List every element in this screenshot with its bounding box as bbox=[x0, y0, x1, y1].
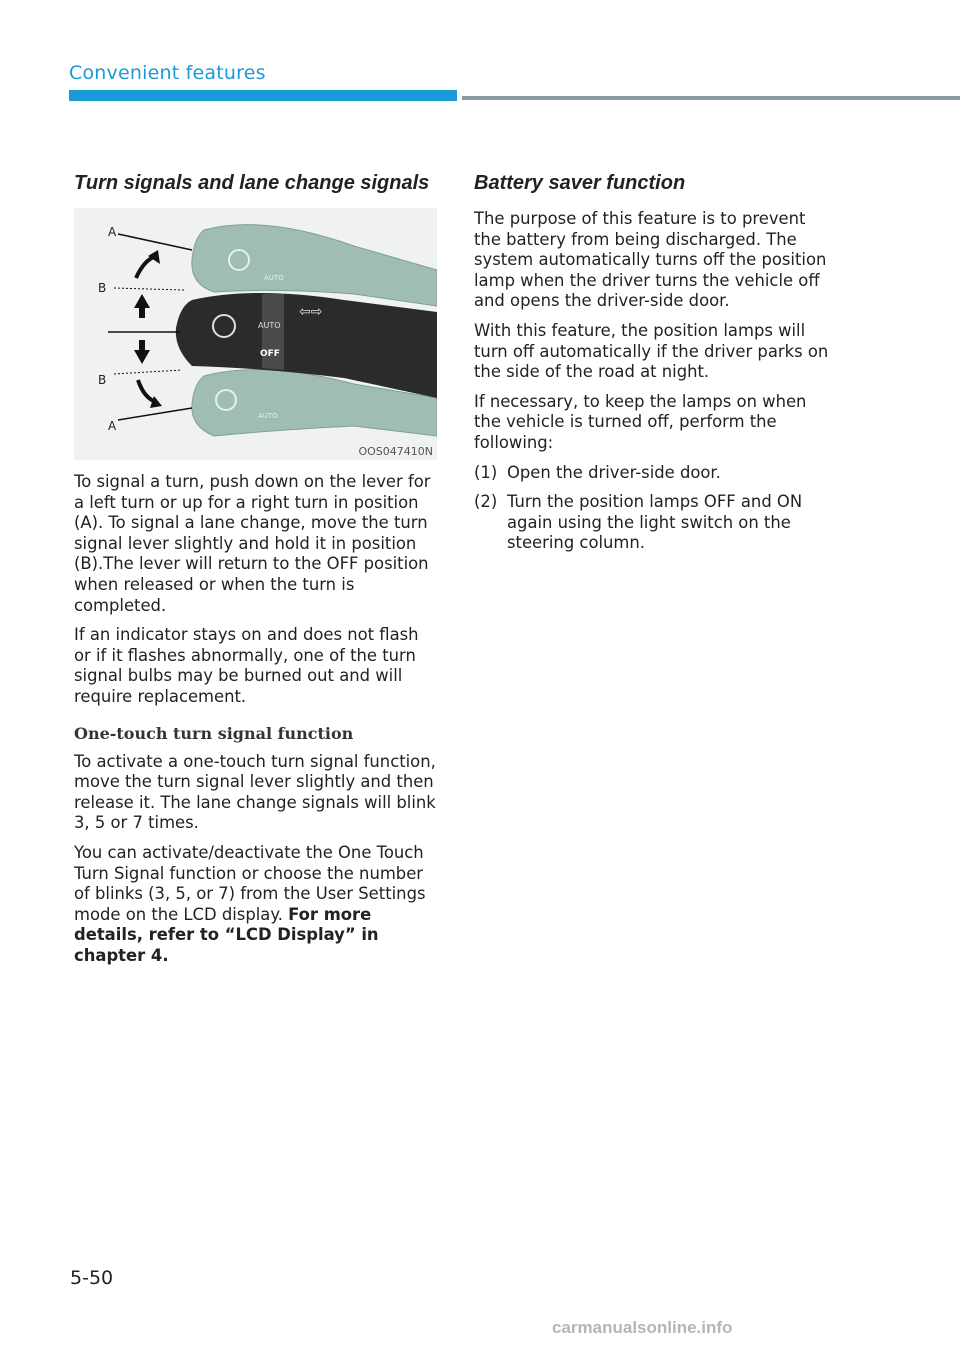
one-touch-subheading: One-touch turn signal function bbox=[74, 723, 354, 743]
one-touch-paragraph-2-text: You can activate/deactivate the One Touch Turn Signal function or choose the number of blinks (3, 5, or 7) from the User Settings mode on the LCD display. bbox=[74, 842, 426, 924]
arrow-up-icon bbox=[134, 294, 150, 318]
battery-saver-heading: Battery saver function bbox=[474, 172, 686, 194]
one-touch-paragraph-2 bbox=[74, 843, 439, 967]
header-rule-accent bbox=[69, 90, 457, 101]
svg-text:AUTO: AUTO bbox=[264, 274, 284, 282]
page-number: 5-50 bbox=[70, 1267, 114, 1289]
label-a-bottom: A bbox=[108, 419, 117, 433]
step-item bbox=[474, 492, 834, 554]
header-rule-gray bbox=[462, 96, 960, 100]
svg-text:AUTO: AUTO bbox=[258, 412, 278, 420]
lever-ghost-upper bbox=[192, 225, 437, 306]
battery-saver-steps bbox=[474, 463, 834, 554]
step-text: Open the driver-side door. bbox=[507, 462, 721, 482]
battery-saver-paragraph-3: If necessary, to keep the lamps on when the vehicle is turned off, perform the following: bbox=[474, 391, 807, 452]
lever-illustration bbox=[74, 208, 437, 460]
one-touch-paragraph-1: To activate a one-touch turn signal function, move the turn signal lever slightly and then release it. The lane change signals will blink 3, 5 or 7 times. bbox=[74, 751, 436, 833]
step-item bbox=[474, 463, 834, 484]
right-column bbox=[474, 172, 834, 563]
label-b-top: B bbox=[98, 281, 107, 295]
battery-saver-paragraph-2: With this feature, the position lamps will turn off automatically if the driver parks on the side of the road at night. bbox=[474, 320, 829, 382]
step-text: Turn the position lamps OFF and ON again using the light switch on the steering column. bbox=[507, 492, 803, 553]
arrow-down-icon bbox=[134, 340, 150, 364]
lever-auto-label: AUTO bbox=[258, 321, 281, 330]
section-title: Convenient features bbox=[69, 62, 266, 84]
turn-signals-heading: Turn signals and lane change signals bbox=[74, 172, 430, 194]
svg-text:⇦⇨: ⇦⇨ bbox=[299, 304, 323, 320]
label-b-bottom: B bbox=[98, 373, 107, 387]
lever-off-label: OFF bbox=[260, 349, 280, 359]
turn-signal-paragraph-2: If an indicator stays on and does not flash or if it flashes abnormally, one of the turn signal bulbs may be burned out and will require replacement. bbox=[74, 625, 419, 706]
watermark: carmanualsonline.info bbox=[552, 1318, 733, 1337]
left-column bbox=[74, 172, 439, 975]
turn-signal-paragraph-1: To signal a turn, push down on the lever for a left turn or up for a right turn in position (A). To signal a lane change, move the turn signal lever slightly and hold it in position (B).The lever will return to the OFF position when released or when the turn is completed. bbox=[74, 472, 431, 615]
battery-saver-paragraph-1: The purpose of this feature is to prevent the battery from being discharged. The system automatically turns off the position lamp when the driver turns the vehicle off and opens the driver-side door. bbox=[474, 209, 827, 311]
lcd-display-reference: For more details, refer to “LCD Display” in chapter 4. bbox=[74, 904, 379, 965]
step-number: (2) bbox=[474, 492, 498, 512]
label-a-top: A bbox=[108, 225, 117, 239]
step-number: (1) bbox=[474, 462, 498, 482]
turn-signal-lever-figure bbox=[74, 208, 437, 460]
figure-code: OOS047410N bbox=[358, 445, 433, 458]
